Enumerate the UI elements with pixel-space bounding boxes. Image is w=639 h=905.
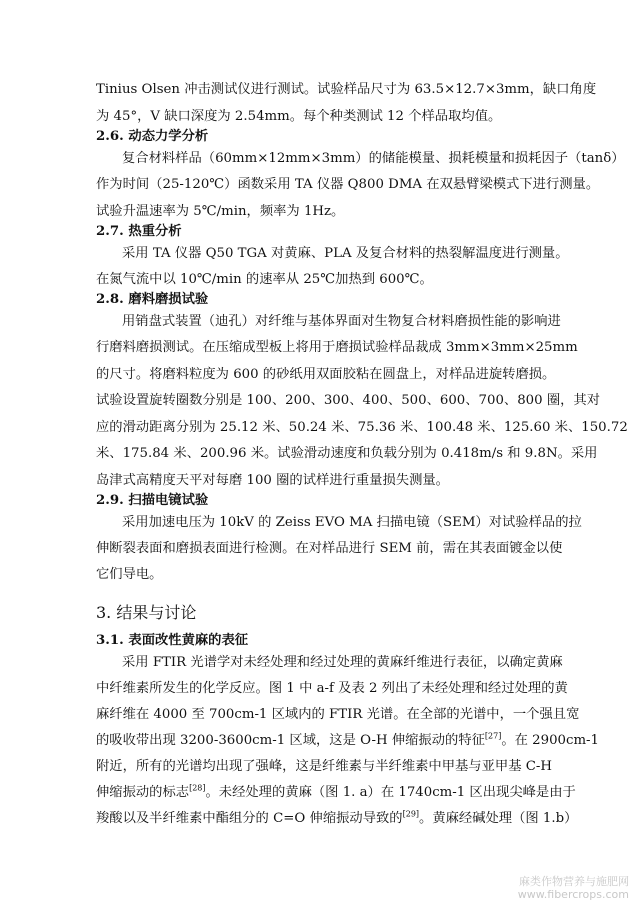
section-heading-2-7: 2.7. 热重分析 bbox=[96, 224, 182, 239]
citation: [27] bbox=[484, 731, 502, 741]
body-line: 为 45°，V 缺口深度为 2.54mm。每个种类测试 12 个样品取均值。 bbox=[96, 109, 502, 124]
body-line: 复合材料样品（60mm×12mm×3mm）的储能模量、损耗模量和损耗因子（tanδ） bbox=[122, 151, 625, 166]
body-line: 米、175.84 米、200.96 米。试验滑动速度和负载分别为 0.418m/s 和 9.8N。采用 bbox=[96, 446, 598, 461]
body-line: 作为时间（25-120℃）函数采用 TA 仪器 Q800 DMA 在双悬臂梁模式下进行测量。 bbox=[96, 177, 600, 192]
body-line: 麻纤维在 4000 至 700cm-1 区域内的 FTIR 光谱。在全部的光谱中，一个强且宽 bbox=[96, 707, 580, 722]
section-heading-2-6: 2.6. 动态力学分析 bbox=[96, 129, 209, 144]
body-line bbox=[96, 731, 600, 750]
section-heading-3-1: 3.1. 表面改性黄麻的表征 bbox=[96, 633, 249, 648]
body-line: 采用 TA 仪器 Q50 TGA 对黄麻、PLA 及复合材料的热裂解温度进行测量。 bbox=[122, 246, 569, 261]
body-line: 采用加速电压为 10kV 的 Zeiss EVO MA 扫描电镜（SEM）对试验样品的拉 bbox=[122, 515, 582, 530]
body-text: 的吸收带出现 3200-3600cm-1 区域，这是 O-H 伸缩振动的特征 bbox=[96, 733, 485, 748]
section-heading-2-8: 2.8. 磨料磨损试验 bbox=[96, 292, 209, 307]
body-line: 附近，所有的光谱均出现了强峰，这是纤维素与半纤维素中甲基与亚甲基 C-H bbox=[96, 759, 552, 774]
body-text: 。未经处理的黄麻（图 1. a）在 1740cm-1 区出现尖峰是由于 bbox=[205, 785, 576, 800]
section-heading-3: 3. 结果与讨论 bbox=[96, 603, 197, 622]
body-line: 岛津式高精度天平对每磨 100 圈的试样进行重量损失测量。 bbox=[96, 473, 449, 488]
citation: [28] bbox=[189, 783, 206, 793]
watermark bbox=[518, 875, 629, 901]
body-line: 采用 FTIR 光谱学对未经处理和经过处理的黄麻纤维进行表征，以确定黄麻 bbox=[122, 655, 563, 670]
body-line: 用销盘式装置（迪孔）对纤维与基体界面对生物复合材料磨损性能的影响进 bbox=[122, 314, 561, 329]
body-line: 行磨料磨损测试。在压缩成型板上将用于磨损试验样品裁成 3mm×3mm×25mm bbox=[96, 340, 578, 355]
body-line: 中纤维素所发生的化学反应。图 1 中 a-f 及表 2 列出了未经处理和经过处理的黄 bbox=[96, 681, 568, 696]
body-text: 羧酸以及半纤维素中酯组分的 C=O 伸缩振动导致的 bbox=[96, 811, 403, 826]
body-line: 在氮气流中以 10℃/min 的速率从 25℃加热到 600℃。 bbox=[96, 272, 433, 287]
body-line bbox=[96, 809, 578, 828]
body-line: 它们导电。 bbox=[96, 567, 163, 582]
body-text: 。在 2900cm-1 bbox=[501, 733, 600, 748]
citation: [29] bbox=[402, 809, 420, 819]
body-line: 伸断裂表面和磨损表面进行检测。在对样品进行 SEM 前，需在其表面镀金以使 bbox=[96, 541, 563, 556]
section-heading-2-9: 2.9. 扫描电镜试验 bbox=[96, 493, 209, 508]
body-line: 试验设置旋转圈数分别是 100、200、300、400、500、600、700、800 圈，其对 bbox=[96, 393, 601, 408]
watermark-url: www.fibercrops.com bbox=[517, 888, 629, 901]
body-line: 试验升温速率为 5℃/min，频率为 1Hz。 bbox=[96, 204, 345, 219]
body-line bbox=[96, 783, 576, 802]
body-text: 。黄麻经碱处理（图 1.b） bbox=[419, 811, 578, 826]
body-line: Tinius Olsen 冲击测试仪进行测试。试验样品尺寸为 63.5×12.7×3mm，缺口角度 bbox=[96, 82, 597, 97]
watermark-site-name: 麻类作物营养与施肥网 bbox=[519, 875, 629, 888]
body-text: 伸缩振动的标志 bbox=[96, 785, 190, 800]
body-line: 的尺寸。将磨料粒度为 600 的砂纸用双面胶粘在圆盘上，对样品进旋转磨损。 bbox=[96, 367, 556, 382]
body-line: 应的滑动距离分别为 25.12 米、50.24 米、75.36 米、100.48 米、125.60 米、150.72 bbox=[96, 420, 628, 435]
